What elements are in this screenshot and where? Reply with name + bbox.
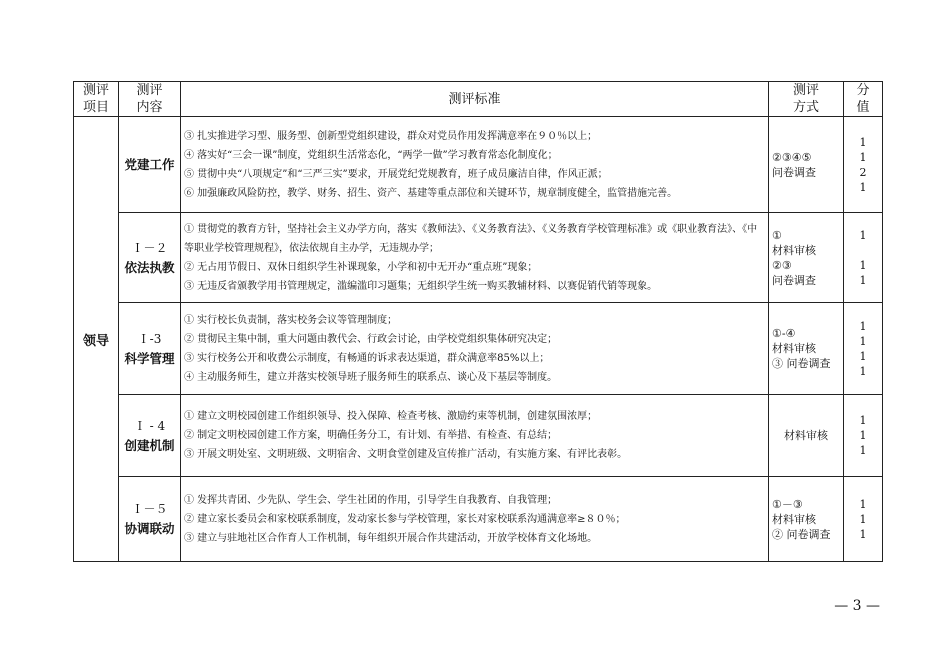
method-line: ③ 问卷调查	[772, 357, 831, 370]
method-cell	[769, 303, 844, 395]
method-line: ② 问卷调查	[772, 527, 831, 541]
score-value: 1	[859, 429, 867, 442]
content-name: 科学管理	[124, 350, 175, 366]
table-row	[74, 477, 883, 562]
standard-line: ② 制定文明校园创建工作方案，明确任务分工，有计划、有举措、有检查、有总结；	[184, 430, 558, 441]
standard-line: ③ 实行校务公开和收费公示制度，有畅通的诉求表达渠道，群众满意率85%以上；	[184, 352, 550, 364]
content-cell	[119, 477, 181, 562]
standard-cell	[181, 395, 769, 477]
score-cell	[844, 395, 883, 477]
score-value: 1	[859, 319, 867, 333]
content-code: Ｉ－２	[131, 240, 168, 255]
standard-cell	[181, 303, 769, 395]
score-value: 1	[859, 135, 867, 149]
method-line: 材料审核	[772, 512, 816, 526]
score-value: 1	[859, 349, 867, 363]
header-content: 测评 内容	[119, 82, 181, 117]
standard-line: ④ 落实好“三会一课”制度，党组织生活常态化，“两学一做”学习教育常态化制度化；	[184, 149, 558, 161]
score-value	[844, 243, 882, 258]
standard-cell	[181, 213, 769, 303]
content-cell	[119, 213, 181, 303]
score-cell	[844, 213, 883, 303]
method-line: ②③	[772, 258, 792, 272]
score-value: 1	[859, 364, 867, 378]
table-row	[74, 303, 883, 395]
score-value: 1	[859, 180, 867, 194]
standard-line: ③ 扎实推进学习型、服务型、创新型党组织建设，群众对党员作用发挥满意率在９０％以上；	[184, 130, 598, 142]
standard-line: ② 贯彻民主集中制，重大问题由教代会、行政会讨论，由学校党组织集体研究决定；	[184, 333, 558, 345]
score-value: 1	[859, 512, 867, 526]
method-line: ②③④⑤	[772, 150, 812, 164]
method-line: 材料审核	[784, 429, 828, 442]
method-line: 问卷调查	[772, 273, 816, 287]
method-cell	[769, 117, 844, 213]
header-row	[74, 82, 883, 117]
method-line: ①－③	[772, 497, 803, 511]
method-line: 材料审核	[772, 342, 816, 355]
method-cell	[769, 477, 844, 562]
header-method: 测评 方式	[769, 82, 844, 117]
score-value: 1	[859, 334, 867, 348]
standard-line: ① 建立文明校园创建工作组织领导、投入保障、检查考核、激励约束等机制，创建氛围浓厚；	[184, 411, 598, 422]
score-cell	[844, 303, 883, 395]
score-value: 1	[859, 273, 867, 287]
score-value: 1	[859, 414, 867, 427]
content-cell	[119, 395, 181, 477]
evaluation-table	[73, 81, 883, 562]
standard-line: ③ 开展文明处室、文明班级、文明宿舍、文明食堂创建及宣传推广活动，有实施方案、有评比表彰。	[184, 449, 628, 460]
standard-line: ① 贯彻党的教育方针，坚持社会主义办学方向，落实《教师法》、《义务教育法》、《义务教育学校管理标准》或《职业教育法》、《中等职业学校管理规程》，依法依规自主办学，无违规办学；	[184, 223, 758, 254]
content-name: 党建工作	[124, 156, 175, 172]
content-name: 依法执教	[124, 259, 175, 275]
method-line: 问卷调查	[772, 165, 816, 179]
header-score: 分 值	[844, 82, 883, 117]
method-line: 材料审核	[772, 243, 816, 257]
content-cell	[119, 303, 181, 395]
table-row	[74, 117, 883, 213]
method-line: ①	[772, 228, 782, 242]
content-cell	[119, 117, 181, 213]
score-value: 2	[859, 165, 867, 179]
score-cell	[844, 117, 883, 213]
standard-line: ① 发挥共青团、少先队、学生会、学生社团的作用，引导学生自我教育、自我管理；	[184, 494, 558, 506]
score-value: 1	[859, 228, 867, 242]
score-value: 1	[859, 497, 867, 511]
content-code: Ｉ-3	[137, 331, 162, 346]
standard-line: ② 无占用节假日、双休日组织学生补课现象，小学和初中无开办“重点班”现象；	[184, 261, 538, 273]
standard-line: ⑤ 贯彻中央“八项规定”和“三严三实”要求，开展党纪党规教育，班子成员廉洁自律，作风正派；	[184, 168, 608, 180]
content-code: Ｉ－５	[131, 502, 168, 516]
standard-line: ④ 主动服务师生，建立并落实校领导班子服务师生的联系点、谈心及下基层等制度。	[184, 371, 558, 383]
table-row	[74, 213, 883, 303]
standard-cell	[181, 117, 769, 213]
standard-line: ③ 建立与驻地社区合作育人工作机制，每年组织开展合作共建活动，开放学校体育文化场地。	[184, 532, 598, 544]
content-name: 协调联动	[124, 521, 175, 536]
score-value: 1	[859, 444, 867, 457]
score-value: 1	[859, 258, 867, 272]
method-cell	[769, 213, 844, 303]
score-value: 1	[859, 527, 867, 541]
standard-line: ⑥ 加强廉政风险防控，教学、财务、招生、资产、基建等重点部位和关键环节，规章制度健全，监管措施完善。	[184, 187, 678, 199]
score-cell	[844, 477, 883, 562]
standard-line: ③ 无违反省颁教学用书管理规定，滥编滥印习题集；无组织学生统一购买教辅材料、以赛促销代销等现象。	[184, 280, 658, 292]
standard-line: ① 实行校长负责制，落实校务会议等管理制度；	[184, 314, 398, 326]
standard-cell	[181, 477, 769, 562]
page-number: — 3 —	[834, 598, 880, 614]
table-row	[74, 395, 883, 477]
project-cell: 领导	[74, 117, 119, 562]
content-name: 创建机制	[124, 437, 175, 453]
header-standard: 测评标准	[181, 82, 769, 117]
method-line: ①-④	[772, 327, 796, 340]
method-cell	[769, 395, 844, 477]
content-code: Ｉ - 4	[133, 418, 166, 433]
header-project: 测评 项目	[74, 82, 119, 117]
score-value: 1	[859, 150, 867, 164]
standard-line: ② 建立家长委员会和家校联系制度，发动家长参与学校管理，家长对家校联系沟通满意率≥８０％；	[184, 513, 626, 525]
